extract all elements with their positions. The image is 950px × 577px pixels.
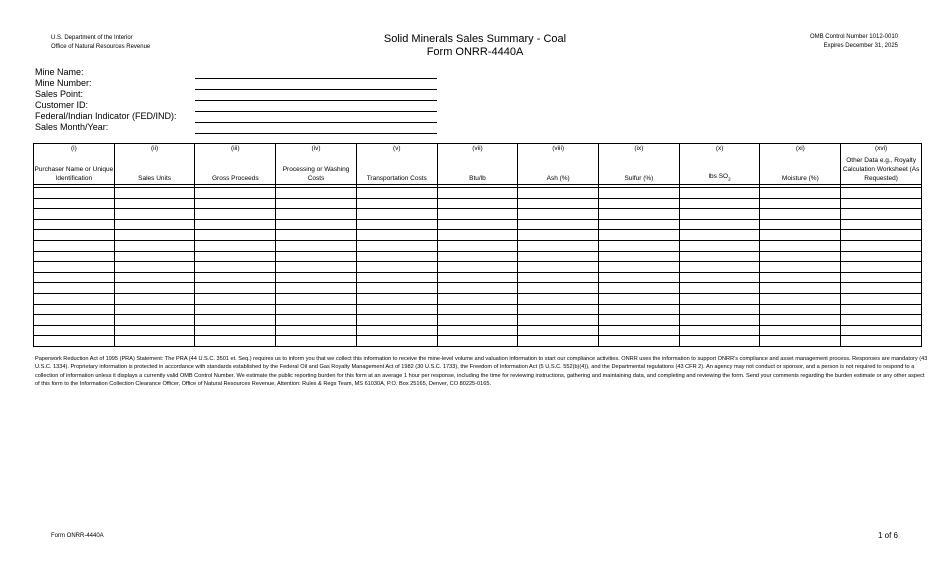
- table-cell[interactable]: [437, 336, 518, 347]
- table-cell[interactable]: [437, 209, 518, 220]
- col-number: (x): [715, 145, 724, 152]
- mine-number-input-line[interactable]: [195, 89, 437, 90]
- col-number: (xi): [795, 145, 805, 152]
- col-label: Btu/lb: [469, 175, 486, 182]
- title-line-1: Solid Minerals Sales Summary - Coal: [383, 33, 567, 45]
- table-cell[interactable]: [195, 304, 276, 315]
- table-cell[interactable]: [195, 283, 276, 294]
- col-header-processing-costs: [276, 144, 357, 185]
- table-cell[interactable]: [679, 251, 760, 262]
- omb-number: OMB Control Number 1012-0010: [809, 34, 898, 40]
- table-cell[interactable]: [276, 198, 357, 209]
- table-cell[interactable]: [34, 325, 115, 336]
- table-cell[interactable]: [276, 315, 357, 326]
- table-cell[interactable]: [195, 325, 276, 336]
- col-header-sales-units: [114, 144, 195, 185]
- table-cell[interactable]: [760, 209, 841, 220]
- sales-point-input-line[interactable]: [195, 100, 437, 101]
- table-cell[interactable]: [518, 304, 599, 315]
- table-cell[interactable]: [841, 304, 922, 315]
- table-cell[interactable]: [114, 315, 195, 326]
- table-cell[interactable]: [760, 283, 841, 294]
- table-row: [34, 209, 922, 220]
- footer-page-number: 1 of 6: [877, 531, 898, 540]
- table-cell[interactable]: [518, 293, 599, 304]
- table-cell[interactable]: [195, 336, 276, 347]
- table-cell[interactable]: [34, 251, 115, 262]
- table-cell[interactable]: [34, 283, 115, 294]
- table-cell[interactable]: [276, 293, 357, 304]
- field-label: Federal/Indian Indicator (FED/IND):: [35, 111, 177, 121]
- table-cell[interactable]: [760, 325, 841, 336]
- table-cell[interactable]: [679, 336, 760, 347]
- table-cell[interactable]: [34, 262, 115, 273]
- mine-name-input-line[interactable]: [195, 78, 437, 79]
- table-cell[interactable]: [437, 188, 518, 199]
- table-cell[interactable]: [599, 230, 680, 241]
- table-cell[interactable]: [518, 188, 599, 199]
- field-mine-name: [35, 67, 177, 78]
- omb-block: [810, 33, 898, 51]
- col-number: (i): [70, 145, 77, 152]
- table-cell[interactable]: [356, 325, 437, 336]
- table-cell[interactable]: [276, 325, 357, 336]
- table-cell[interactable]: [518, 325, 599, 336]
- table-cell[interactable]: [518, 262, 599, 273]
- omb-expires: Expires December 31, 2025: [823, 43, 898, 49]
- table-cell[interactable]: [679, 219, 760, 230]
- table-cell[interactable]: [276, 209, 357, 220]
- col-label: Other Data e.g., Royalty Calculation Worksheet (As Requested): [842, 157, 920, 182]
- table-cell[interactable]: [518, 251, 599, 262]
- table-cell[interactable]: [195, 262, 276, 273]
- table-cell[interactable]: [34, 336, 115, 347]
- col-header-purchaser: [34, 144, 115, 185]
- table-cell[interactable]: [356, 251, 437, 262]
- table-row: [34, 262, 922, 273]
- agency-block: [51, 34, 150, 52]
- table-row: [34, 336, 922, 347]
- table-cell[interactable]: [679, 209, 760, 220]
- table-cell[interactable]: [841, 188, 922, 199]
- table-cell[interactable]: [841, 240, 922, 251]
- table-cell[interactable]: [276, 251, 357, 262]
- table-cell[interactable]: [679, 325, 760, 336]
- table-cell[interactable]: [841, 251, 922, 262]
- table-cell[interactable]: [114, 198, 195, 209]
- table-cell[interactable]: [195, 198, 276, 209]
- col-label: Sulfur (%): [624, 175, 654, 182]
- table-cell[interactable]: [841, 283, 922, 294]
- table-cell[interactable]: [356, 336, 437, 347]
- table-cell[interactable]: [599, 198, 680, 209]
- table-cell[interactable]: [276, 304, 357, 315]
- table-cell[interactable]: [518, 240, 599, 251]
- table-cell[interactable]: [356, 293, 437, 304]
- table-cell[interactable]: [195, 315, 276, 326]
- footer-form-name: Form ONRR-4440A: [51, 533, 104, 539]
- table-cell[interactable]: [34, 209, 115, 220]
- table-cell[interactable]: [518, 336, 599, 347]
- table-row: [34, 251, 922, 262]
- table-cell[interactable]: [195, 272, 276, 283]
- table-cell[interactable]: [599, 251, 680, 262]
- col-header-transportation-costs: [356, 144, 437, 185]
- col-number: (ix): [634, 145, 644, 152]
- table-header-row: [34, 144, 922, 185]
- table-cell[interactable]: [114, 240, 195, 251]
- table-cell[interactable]: [599, 325, 680, 336]
- col-number: (v): [392, 145, 401, 152]
- table-row: [34, 198, 922, 209]
- field-label: Sales Point:: [35, 89, 84, 99]
- col-label: Transportation Costs: [366, 175, 427, 182]
- col-number: (iv): [311, 145, 321, 152]
- table-cell[interactable]: [34, 198, 115, 209]
- table-cell[interactable]: [599, 188, 680, 199]
- table-cell[interactable]: [114, 188, 195, 199]
- table-cell[interactable]: [276, 230, 357, 241]
- table-cell[interactable]: [437, 240, 518, 251]
- table-cell[interactable]: [437, 198, 518, 209]
- table-row: [34, 188, 922, 199]
- sales-month-year-input-line[interactable]: [195, 133, 437, 134]
- table-row: [34, 304, 922, 315]
- table-cell[interactable]: [518, 272, 599, 283]
- table-cell[interactable]: [679, 304, 760, 315]
- table-cell[interactable]: [518, 283, 599, 294]
- table-cell[interactable]: [599, 315, 680, 326]
- table-row: [34, 240, 922, 251]
- title-line-2: Form ONRR-4440A: [426, 46, 524, 58]
- table-cell[interactable]: [356, 188, 437, 199]
- table-cell[interactable]: [599, 219, 680, 230]
- agency-line-1: U.S. Department of the Interior: [51, 35, 133, 41]
- agency-line-2: Office of Natural Resources Revenue: [51, 44, 151, 50]
- table-cell[interactable]: [437, 293, 518, 304]
- table-cell[interactable]: [437, 315, 518, 326]
- header-fields: [35, 67, 177, 133]
- table-cell[interactable]: [841, 325, 922, 336]
- table-cell[interactable]: [356, 262, 437, 273]
- field-label: Customer ID:: [35, 100, 89, 110]
- table-cell[interactable]: [841, 272, 922, 283]
- table-cell[interactable]: [760, 272, 841, 283]
- table-cell[interactable]: [114, 293, 195, 304]
- table-cell[interactable]: [34, 188, 115, 199]
- col-label-subscript: 2: [728, 176, 731, 181]
- table-cell[interactable]: [276, 336, 357, 347]
- table-cell[interactable]: [195, 209, 276, 220]
- table-cell[interactable]: [841, 315, 922, 326]
- table-cell[interactable]: [114, 283, 195, 294]
- field-sales-month-year: [35, 122, 177, 133]
- table-cell[interactable]: [599, 272, 680, 283]
- col-header-gross-proceeds: [195, 144, 276, 185]
- form-title: [300, 33, 650, 59]
- col-header-moisture: [760, 144, 841, 185]
- table-cell[interactable]: [114, 325, 195, 336]
- table-cell[interactable]: [679, 283, 760, 294]
- table-cell[interactable]: [679, 315, 760, 326]
- customer-id-input-line[interactable]: [195, 111, 437, 112]
- table-cell[interactable]: [437, 272, 518, 283]
- col-label: Ash (%): [546, 175, 570, 182]
- table-body: [34, 185, 922, 347]
- sales-summary-table: [33, 143, 922, 347]
- table-cell[interactable]: [356, 198, 437, 209]
- col-number: (xvi): [874, 145, 888, 152]
- table-cell[interactable]: [195, 219, 276, 230]
- col-label: Gross Proceeds: [211, 175, 259, 182]
- table-cell[interactable]: [356, 209, 437, 220]
- table-cell[interactable]: [356, 272, 437, 283]
- table-cell[interactable]: [760, 240, 841, 251]
- table-cell[interactable]: [599, 304, 680, 315]
- table-cell[interactable]: [195, 251, 276, 262]
- table-cell[interactable]: [760, 251, 841, 262]
- table-cell[interactable]: [34, 315, 115, 326]
- field-label: Sales Month/Year:: [35, 122, 109, 132]
- table-cell[interactable]: [195, 293, 276, 304]
- table-cell[interactable]: [437, 230, 518, 241]
- table-cell[interactable]: [599, 336, 680, 347]
- table-cell[interactable]: [760, 315, 841, 326]
- table-cell[interactable]: [679, 240, 760, 251]
- col-number: (iii): [230, 145, 240, 152]
- field-sales-point: [35, 89, 177, 100]
- table-cell[interactable]: [276, 219, 357, 230]
- table-cell[interactable]: [679, 262, 760, 273]
- table-cell[interactable]: [760, 262, 841, 273]
- table-cell[interactable]: [437, 325, 518, 336]
- table-cell[interactable]: [437, 262, 518, 273]
- table-cell[interactable]: [34, 240, 115, 251]
- table-cell[interactable]: [760, 304, 841, 315]
- col-label: Sales Units: [138, 175, 172, 182]
- table-cell[interactable]: [841, 198, 922, 209]
- table-row: [34, 230, 922, 241]
- table-cell[interactable]: [34, 219, 115, 230]
- field-mine-number: [35, 78, 177, 89]
- table-cell[interactable]: [437, 219, 518, 230]
- table-cell[interactable]: [841, 230, 922, 241]
- table-cell[interactable]: [599, 293, 680, 304]
- table-cell[interactable]: [679, 272, 760, 283]
- table-row: [34, 283, 922, 294]
- col-number: (ii): [150, 145, 159, 152]
- table-cell[interactable]: [841, 336, 922, 347]
- col-header-btu: [437, 144, 518, 185]
- col-label: Moisture (%): [781, 175, 819, 182]
- table-cell[interactable]: [114, 219, 195, 230]
- table-cell[interactable]: [356, 240, 437, 251]
- table-cell[interactable]: [437, 283, 518, 294]
- table-cell[interactable]: [679, 198, 760, 209]
- table-cell[interactable]: [760, 198, 841, 209]
- table-cell[interactable]: [599, 209, 680, 220]
- table-cell[interactable]: [195, 188, 276, 199]
- table-cell[interactable]: [841, 219, 922, 230]
- col-label: Purchaser Name or Unique Identification: [34, 166, 114, 182]
- table-cell[interactable]: [356, 304, 437, 315]
- col-label: [680, 172, 760, 183]
- table-cell[interactable]: [679, 230, 760, 241]
- table-cell[interactable]: [760, 336, 841, 347]
- table-cell[interactable]: [599, 262, 680, 273]
- col-label-text: lbs SO: [708, 172, 729, 180]
- table-cell[interactable]: [276, 188, 357, 199]
- table-cell[interactable]: [760, 219, 841, 230]
- table-cell[interactable]: [518, 315, 599, 326]
- table-cell[interactable]: [679, 293, 760, 304]
- table-cell[interactable]: [34, 230, 115, 241]
- fed-ind-input-line[interactable]: [195, 122, 437, 123]
- table-cell[interactable]: [518, 230, 599, 241]
- table-cell[interactable]: [679, 188, 760, 199]
- table-cell[interactable]: [518, 198, 599, 209]
- table-cell[interactable]: [276, 283, 357, 294]
- table-cell[interactable]: [114, 262, 195, 273]
- table-cell[interactable]: [760, 230, 841, 241]
- table-cell[interactable]: [276, 240, 357, 251]
- table-cell[interactable]: [276, 272, 357, 283]
- col-label: Processing or Washing Costs: [282, 166, 350, 182]
- table-cell[interactable]: [114, 304, 195, 315]
- col-header-sulfur: [599, 144, 680, 185]
- table-row: [34, 315, 922, 326]
- table-cell[interactable]: [437, 251, 518, 262]
- table-cell[interactable]: [518, 209, 599, 220]
- table-cell[interactable]: [841, 293, 922, 304]
- col-header-other-data: [841, 144, 922, 185]
- table-cell[interactable]: [841, 209, 922, 220]
- table-cell[interactable]: [760, 293, 841, 304]
- table-cell[interactable]: [195, 230, 276, 241]
- table-cell[interactable]: [599, 240, 680, 251]
- col-number: (vii): [472, 145, 483, 152]
- table-row: [34, 272, 922, 283]
- table-cell[interactable]: [114, 272, 195, 283]
- table-cell[interactable]: [518, 219, 599, 230]
- field-label: Mine Number:: [35, 78, 92, 88]
- col-header-so2: [679, 144, 760, 185]
- col-header-ash: [518, 144, 599, 185]
- table-cell[interactable]: [34, 304, 115, 315]
- table-cell[interactable]: [114, 209, 195, 220]
- table-row: [34, 219, 922, 230]
- table-row: [34, 293, 922, 304]
- paperwork-reduction-statement: Paperwork Reduction Act of 1995 (PRA) Statement: The PRA (44 U.S.C. 3501 et. Seq.) requires us to inform you that we collect this information to receive the mine-level volume and valuation information to start our compliance activities. ONRR uses the information to support ONRR's compliance and asset management process. Responses are mandatory (43 U.S.C. 1334). Proprietary information is protected in accordance with standards established by the Federal Oil and Gas Royalty Management Act of 1982 (30 U.S.C. 1733), the Freedom of Information Act (5 U.S.C. 552(b)(4)), and the Departmental regulations (43 CFR 2). An agency may not conduct or sponsor, and a person is not required to respond to a collection of information unless it displays a currently valid OMB Control Number. We estimate the public reporting burden for this form at an average 1 hour per response, including the time for reviewing instructions, gathering and maintaining data, and completing and reviewing the form. Send your comments regarding the burden estimate or any other aspect of this form to the Information Collection Clearance Officer, Office of Natural Resources Revenue, Attention: Rules & Regs Team, MS 61030A, P.O. Box 25165, Denver, CO 80225-0165.: [35, 356, 928, 388]
- table-cell[interactable]: [34, 272, 115, 283]
- table-row: [34, 325, 922, 336]
- table-cell[interactable]: [356, 283, 437, 294]
- table-cell[interactable]: [276, 262, 357, 273]
- table-cell[interactable]: [356, 230, 437, 241]
- table-cell[interactable]: [760, 188, 841, 199]
- table-cell[interactable]: [356, 219, 437, 230]
- table-cell[interactable]: [841, 262, 922, 273]
- col-number: (viii): [552, 145, 565, 152]
- field-fed-ind: [35, 111, 177, 122]
- table-cell[interactable]: [114, 230, 195, 241]
- table-cell[interactable]: [195, 240, 276, 251]
- field-customer-id: [35, 100, 177, 111]
- table-cell[interactable]: [356, 315, 437, 326]
- table-cell[interactable]: [114, 251, 195, 262]
- table-cell[interactable]: [599, 283, 680, 294]
- table-cell[interactable]: [34, 293, 115, 304]
- field-label: Mine Name:: [35, 67, 84, 77]
- table-cell[interactable]: [114, 336, 195, 347]
- table-cell[interactable]: [437, 304, 518, 315]
